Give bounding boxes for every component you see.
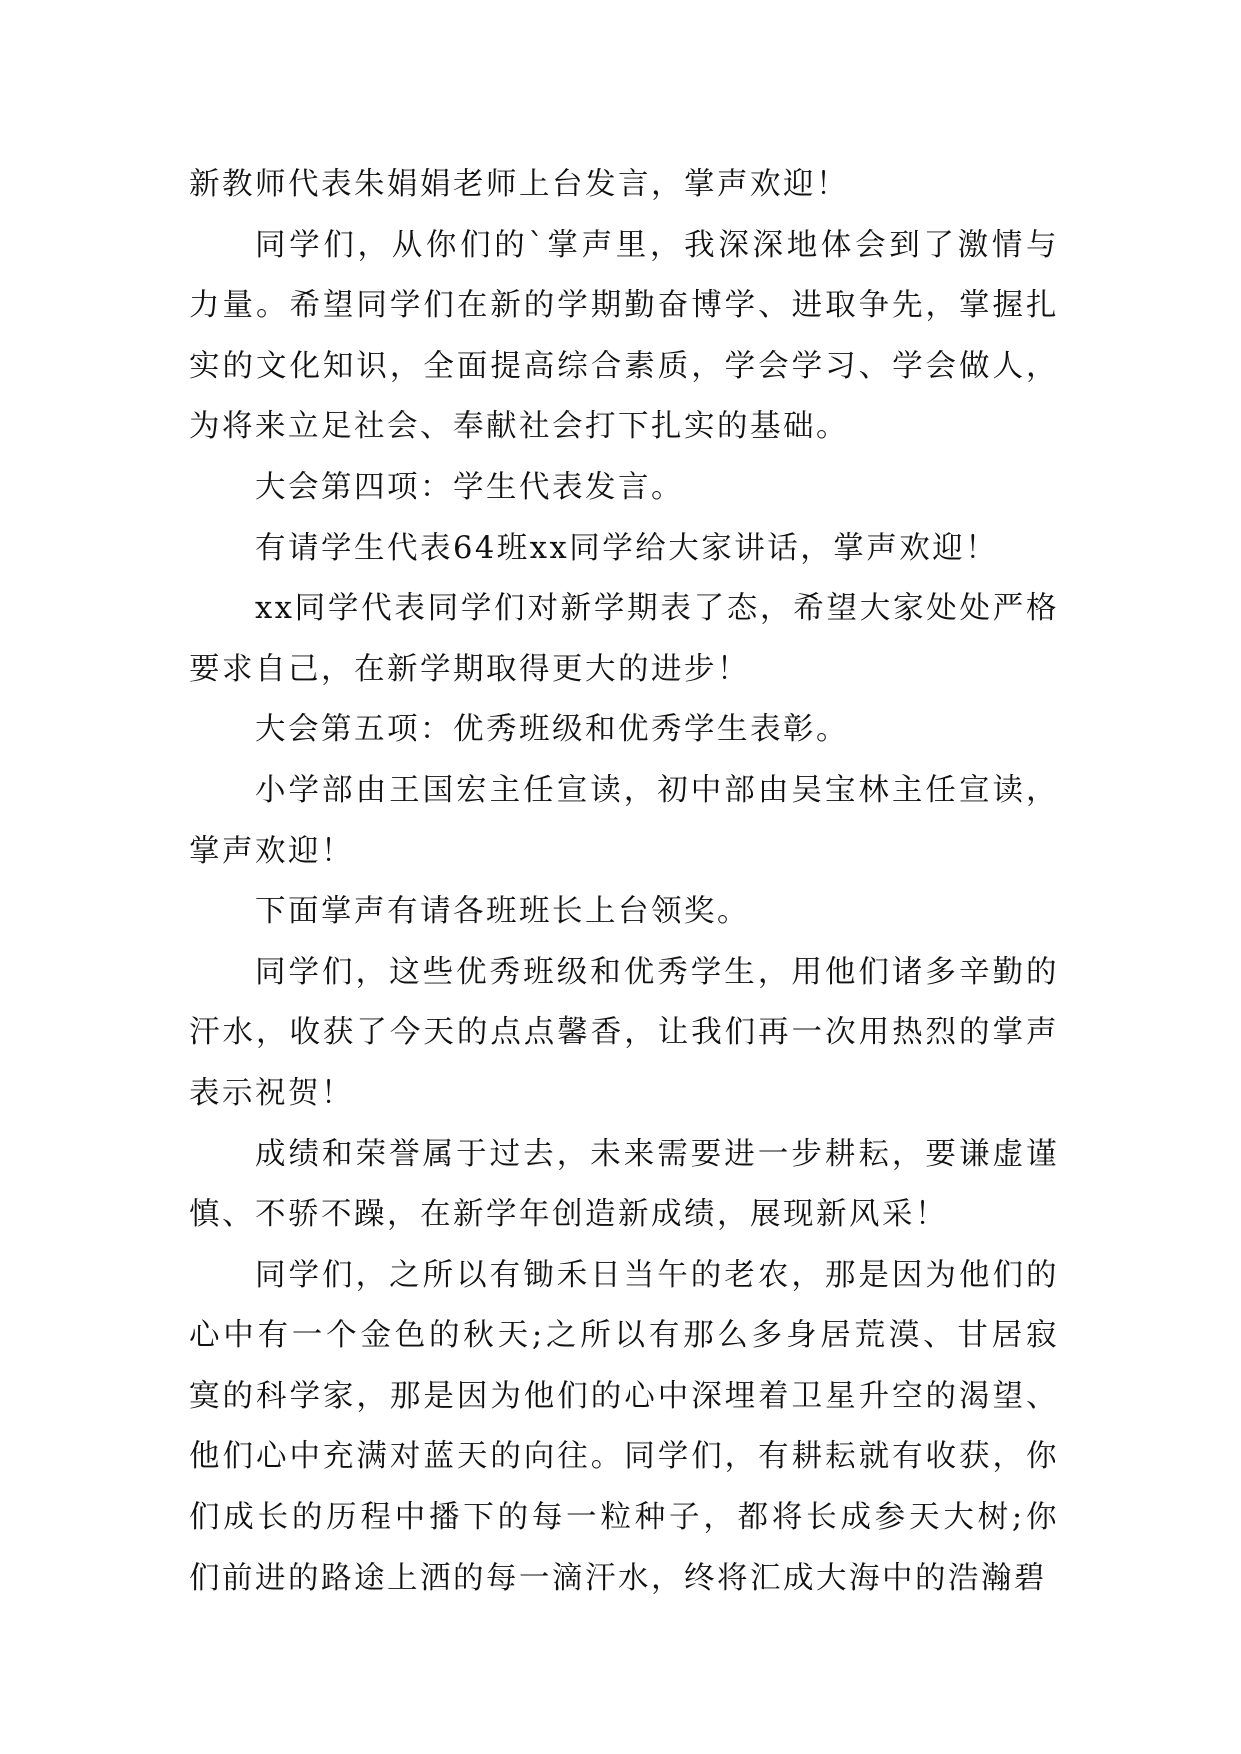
- paragraph-4: 有请学生代表64班xx同学给大家讲话，掌声欢迎！: [255, 530, 999, 566]
- paragraph-7: 小学部由王国宏主任宣读，初中部由吴宝林主任宣读，掌声欢迎！: [189, 772, 1059, 869]
- paragraph-2: 同学们，从你们的`掌声里，我深深地体会到了激情与力量。希望同学们在新的学期勤奋博学、进取争先，掌握扎实的文化知识，全面提高综合素质，学会学习、学会做人，为将来立足社会、奉献社会打下扎实的基础。: [189, 227, 1059, 445]
- paragraph-1: 新教师代表朱娟娟老师上台发言，掌声欢迎！: [189, 167, 849, 202]
- paragraph-3: 大会第四项：学生代表发言。: [255, 469, 684, 505]
- paragraph-11: 同学们，之所以有锄禾日当午的老农，那是因为他们的心中有一个金色的秋天;之所以有那么多身居荒漠、甘居寂寞的科学家，那是因为他们的心中深埋着卫星升空的渴望、他们心中充满对蓝天的向往。同学们，有耕耘就有收获，你们成长的历程中播下的每一粒种子，都将长成参天大树;你们前进的路途上洒的每一滴汗水，终将汇成大海中的浩瀚碧: [189, 1257, 1059, 1596]
- paragraph-10: 成绩和荣誉属于过去，未来需要进一步耕耘，要谦虚谨慎、不骄不躁，在新学年创造新成绩，展现新风采！: [189, 1136, 1059, 1233]
- paragraph-8: 下面掌声有请各班班长上台领奖。: [255, 894, 750, 930]
- paragraph-5: xx同学代表同学们对新学期表了态，希望大家处处严格要求自己，在新学期取得更大的进步！: [189, 591, 1059, 687]
- paragraph-9: 同学们，这些优秀班级和优秀学生，用他们诸多辛勤的汗水，收获了今天的点点馨香，让我们再一次用热烈的掌声表示祝贺！: [189, 954, 1059, 1111]
- paragraph-6: 大会第五项：优秀班级和优秀学生表彰。: [255, 712, 849, 748]
- document-body: [189, 155, 1059, 1609]
